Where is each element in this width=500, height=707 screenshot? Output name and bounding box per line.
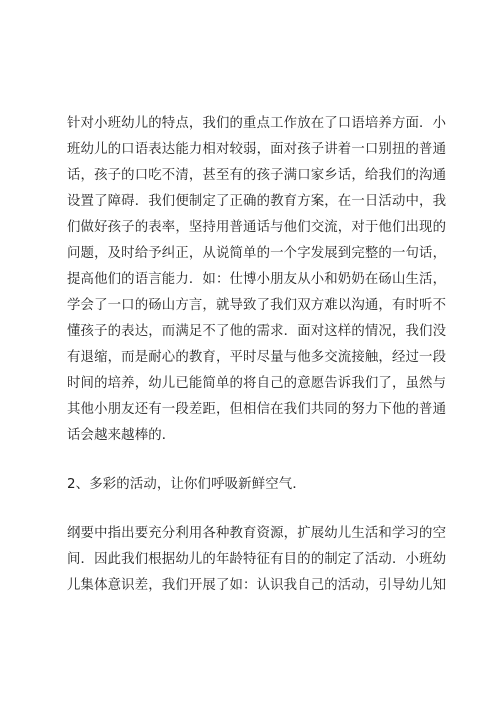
- text-line: 话会越来越棒的．: [67, 428, 176, 443]
- text-line: 间．因此我们根据幼儿的年龄特征有目的的制定了活动．小班幼: [67, 552, 447, 567]
- text-line: 话，孩子的口吃不清，甚至有的孩子满口家乡话，给我们的沟通: [67, 168, 447, 183]
- text-line: 问题，及时给予纠正，从说简单的一个字发展到完整的一句话，: [67, 246, 447, 261]
- document-body: [67, 111, 447, 599]
- text-line: 设置了障碍．我们便制定了正确的教育方案，在一日活动中，我: [67, 194, 447, 209]
- text-line: 有退缩，而是耐心的教育，平时尽量与他多交流接触，经过一段: [67, 350, 447, 365]
- text-line: 们做好孩子的表率，坚持用普通话与他们交流，对于他们出现的: [67, 220, 447, 235]
- text-line: 提高他们的语言能力．如：仕博小朋友从小和奶奶在砀山生活，: [67, 272, 447, 287]
- paragraph-oral-language: [67, 111, 447, 449]
- text-line: 其他小朋友还有一段差距，但相信在我们共同的努力下他的普通: [67, 402, 447, 417]
- text-line: 班幼儿的口语表达能力相对较弱，面对孩子讲着一口别扭的普通: [67, 142, 447, 157]
- text-line: 懂孩子的表达，而满足不了他的需求．面对这样的情况，我们没: [67, 324, 447, 339]
- paragraph-activities: [67, 521, 447, 599]
- text-line: 学会了一口的砀山方言，就导致了我们双方难以沟通，有时听不: [67, 298, 447, 313]
- text-line: 纲要中指出要充分利用各种教育资源，扩展幼儿生活和学习的空: [67, 526, 447, 541]
- section-heading: 2、多彩的活动，让你们呼吸新鲜空气．: [67, 477, 306, 492]
- text-line: 针对小班幼儿的特点，我们的重点工作放在了口语培养方面．小: [67, 116, 447, 131]
- text-line: 时间的培养，幼儿已能简单的将自己的意愿告诉我们了，虽然与: [67, 376, 447, 391]
- text-line: 儿集体意识差，我们开展了如：认识我自己的活动，引导幼儿知: [67, 578, 447, 593]
